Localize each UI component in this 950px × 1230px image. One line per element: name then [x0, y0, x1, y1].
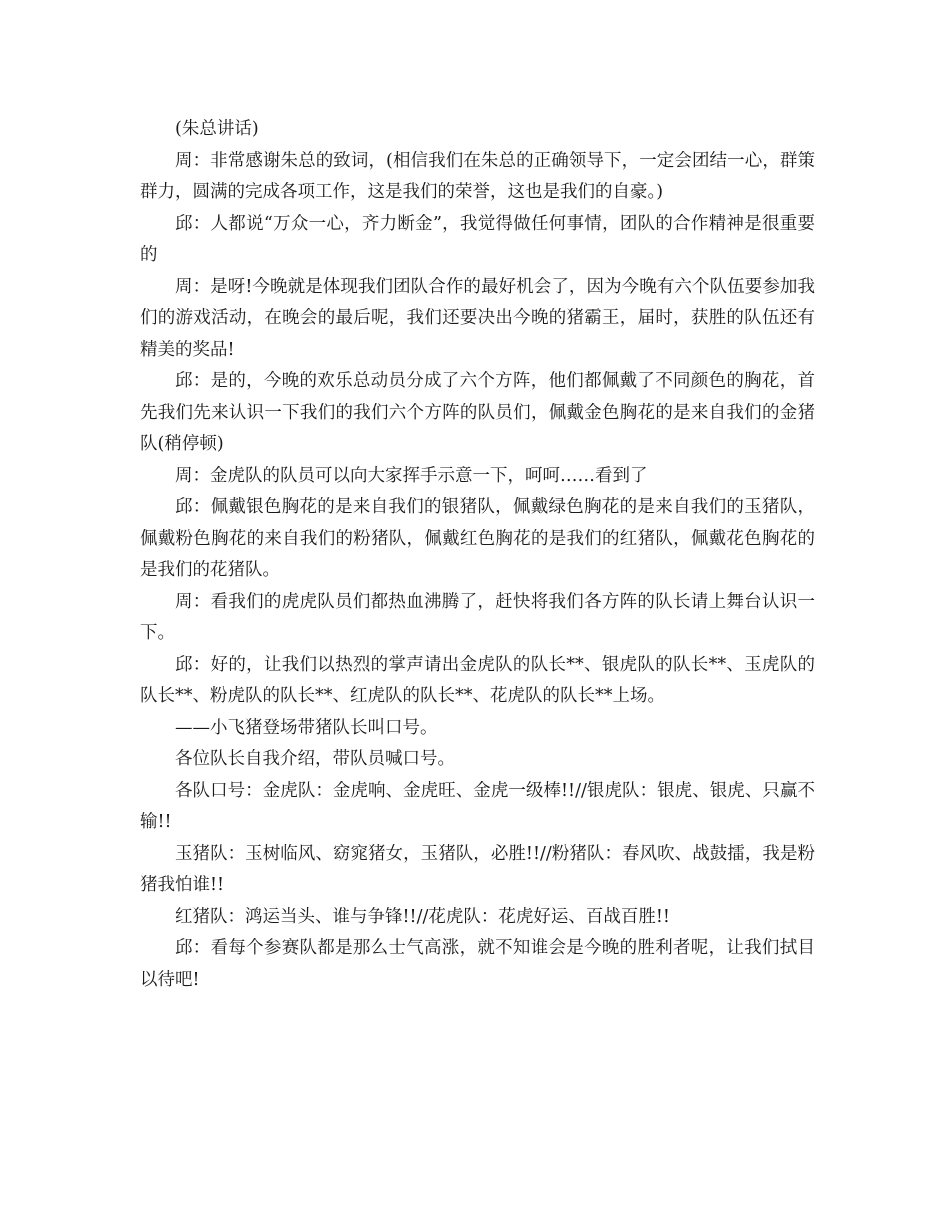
paragraph-qiu-six-squads: 邱：是的，今晚的欢乐总动员分成了六个方阵，他们都佩戴了不同颜色的胸花，首先我们先来认识一下我们的我们六个方阵的队员们，佩戴金色胸花的是来自我们的金猪队(稍停顿) — [140, 371, 815, 454]
paragraph-slogans-1: 各队口号：金虎队：金虎响、金虎旺、金虎一级棒!!//银虎队：银虎、银虎、只赢不输!! — [140, 780, 815, 832]
paragraph-qiu-closing: 邱：看每个参赛队都是那么士气高涨，就不知谁会是今晚的胜利者呢，让我们拭目以待吧! — [140, 938, 815, 990]
paragraph-zhou-teams: 周：是呀!今晚就是体现我们团队合作的最好机会了，因为今晚有六个队伍要参加我们的游戏活动，在晚会的最后呢，我们还要决出今晚的猪霸王，届时，获胜的队伍还有精美的奖品! — [140, 276, 815, 360]
paragraph-zhou-golden-tiger: 周：金虎队的队员可以向大家挥手示意一下，呵呵……看到了 — [175, 465, 648, 486]
paragraph-qiu-introduce-captains: 邱：好的，让我们以热烈的掌声请出金虎队的队长**、银虎队的队长**、玉虎队的队长**、粉虎队的队长**、红虎队的队长**、花虎队的队长**上场。 — [140, 654, 815, 706]
paragraph-slogans-3: 红猪队：鸿运当头、谁与争锋!!//花虎队：花虎好运、百战百胜!! — [175, 906, 670, 927]
paragraph-zhou-thanks: 周：非常感谢朱总的致词，(相信我们在朱总的正确领导下，一定会团结一心，群策群力，圆满的完成各项工作，这是我们的荣誉，这也是我们的自豪。) — [140, 150, 815, 202]
paragraph-host-zhu-speech: (朱总讲话) — [175, 119, 259, 139]
paragraph-qiu-teamwork: 邱：人都说“万众一心，齐力断金”，我觉得做任何事情，团队的合作精神是很重要的 — [140, 213, 815, 265]
document-body — [140, 114, 815, 996]
paragraph-slogans-2: 玉猪队：玉树临风、窈窕猪女，玉猪队，必胜!!//粉猪队：春风吹、战鼓擂，我是粉猪我怕谁!! — [140, 843, 815, 895]
paragraph-zhou-captains: 周：看我们的虎虎队员们都热血沸腾了，赶快将我们各方阵的队长请上舞台认识一下。 — [140, 591, 815, 643]
paragraph-flying-pig: ——小飞猪登场带猪队长叫口号。 — [175, 717, 438, 738]
paragraph-qiu-squad-colors: 邱：佩戴银色胸花的是来自我们的银猪队，佩戴绿色胸花的是来自我们的玉猪队，佩戴粉色胸花的来自我们的粉猪队，佩戴红色胸花的是我们的红猪队，佩戴花色胸花的是我们的花猪队。 — [140, 497, 815, 580]
paragraph-captains-intro: 各位队长自我介绍，带队员喊口号。 — [175, 749, 455, 769]
